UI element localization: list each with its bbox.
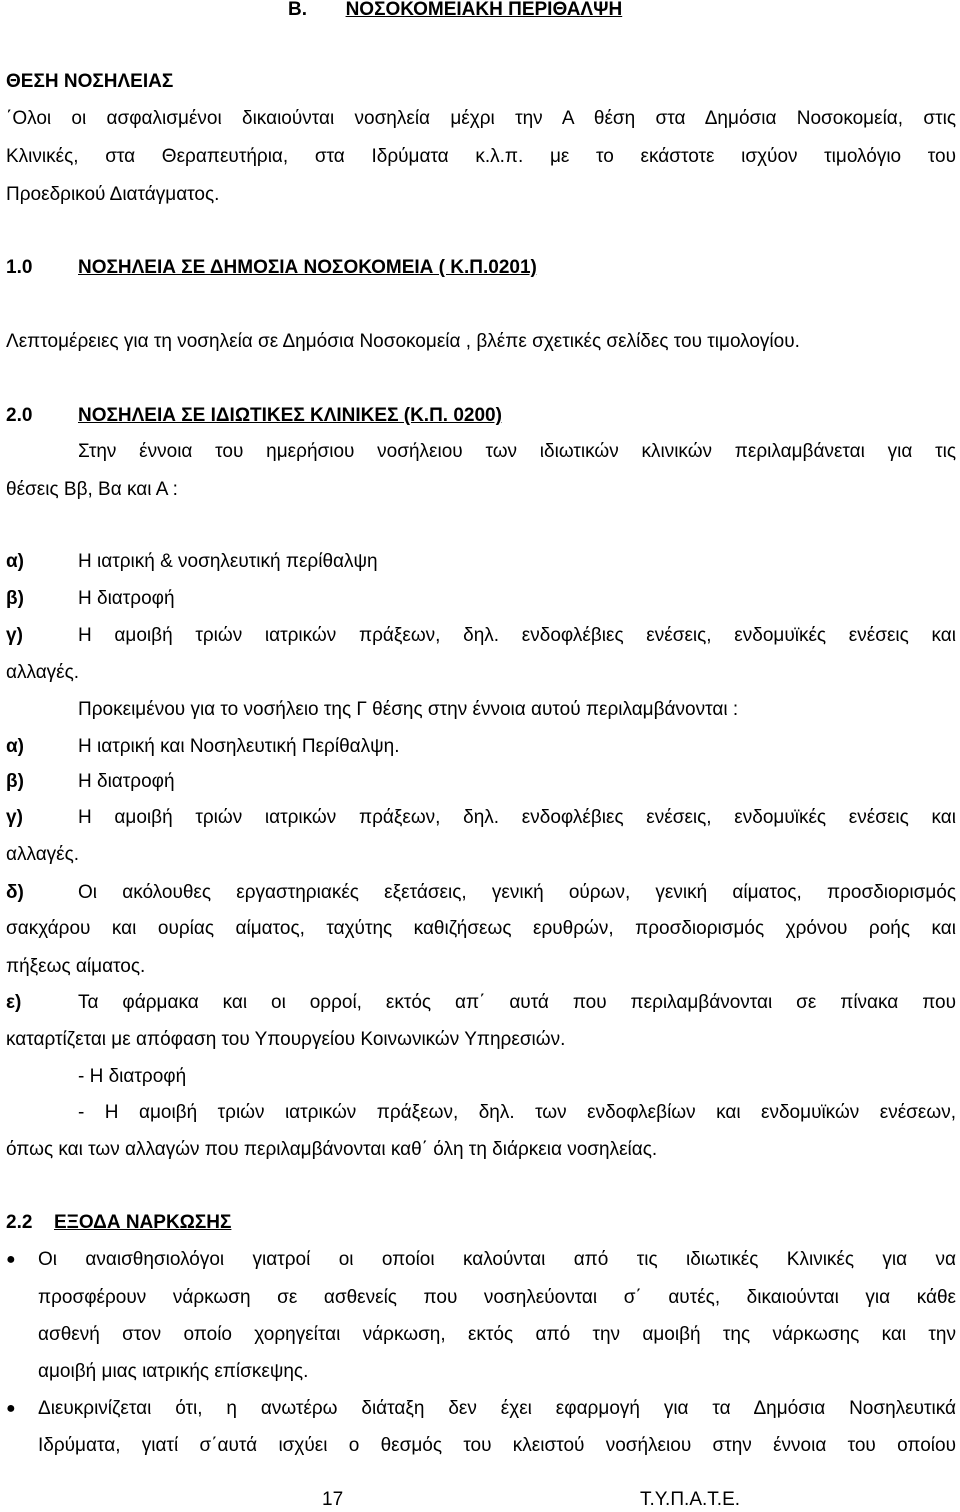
list-label: γ) xyxy=(6,625,23,646)
list-label: α) xyxy=(6,736,25,757)
bullet-continuation: Ιδρύματα, γιατί σ΄αυτά ισχύει ο θεσμός του κλειστού νοσήλειου στην έννοια του οποίου xyxy=(38,1435,956,1456)
section-1-heading xyxy=(6,256,956,280)
paragraph-line: Προκειμένου για το νοσήλειο της Γ θέσης στην έννοια αυτού περιλαμβάνονται : xyxy=(78,699,739,720)
bullet-icon: ● xyxy=(6,1251,16,1268)
list-continuation: καταρτίζεται με απόφαση του Υπουργείου Κοινωνικών Υπηρεσιών. xyxy=(6,1029,566,1050)
bullet-continuation: ασθενή στον οποίο χορηγείται νάρκωση, εκτός από την αμοιβή της νάρκωσης και την xyxy=(38,1324,956,1345)
header-title: ΝΟΣΟΚΟΜΕΙΑΚΗ ΠΕΡΙΘΑΛΨΗ xyxy=(345,0,623,20)
paragraph-line: Κλινικές, στα Θεραπευτήρια, στα Ιδρύματα κ.λ.π. με το εκάστοτε ισχύον τιμολόγιο του xyxy=(6,146,956,167)
list-label: δ) xyxy=(6,882,24,903)
list-text: Η ιατρική & νοσηλευτική περίθαλψη xyxy=(78,551,378,572)
bullet-icon: ● xyxy=(6,1400,16,1417)
list-text: Η αμοιβή τριών ιατρικών πράξεων, δηλ. ενδοφλέβιες ενέσεις, ενδομυϊκές ενέσεις και xyxy=(78,807,956,828)
header-letter: Β. xyxy=(288,0,307,20)
list-text: Η διατροφή xyxy=(78,771,175,792)
list-continuation: αλλαγές. xyxy=(6,844,80,865)
list-text: Η ιατρική και Νοσηλευτική Περίθαλψη. xyxy=(78,736,400,757)
list-text: Τα φάρμακα και οι ορροί, εκτός απ΄ αυτά που περιλαμβάνονται σε πίνακα που xyxy=(78,992,956,1013)
list-label: ε) xyxy=(6,992,22,1013)
list-text: Η διατροφή xyxy=(78,588,175,609)
section-number: 2.2 xyxy=(6,1212,33,1233)
section-title: ΝΟΣΗΛΕΙΑ ΣΕ ΔΗΜΟΣΙΑ ΝΟΣΟΚΟΜΕΙΑ ( Κ.Π.0201) xyxy=(78,257,537,278)
bullet-text: Διευκρινίζεται ότι, η ανωτέρω διάταξη δεν έχει εφαρμογή για τα Δημόσια Νοσηλευτικά xyxy=(38,1398,956,1419)
list-label: β) xyxy=(6,588,24,609)
list-continuation: σακχάρου και ουρίας αίματος, ταχύτης καθιζήσεως ερυθρών, προσδιορισμός χρόνου ροής και xyxy=(6,918,956,939)
dash-item: - Η αμοιβή τριών ιατρικών πράξεων, δηλ. των ενδοφλεβίων και ενδομυϊκών ενέσεων, xyxy=(78,1102,956,1123)
paragraph-line: ΄Ολοι οι ασφαλισμένοι δικαιούνται νοσηλεία μέχρι την Α θέση στα Δημόσια Νοσοκομεία, στις xyxy=(6,108,956,129)
section-title: ΕΞΟΔΑ ΝΑΡΚΩΣΗΣ xyxy=(54,1212,232,1233)
list-text: Η αμοιβή τριών ιατρικών πράξεων, δηλ. ενδοφλέβιες ενέσεις, ενδομυϊκές ενέσεις και xyxy=(78,625,956,646)
section-title: ΝΟΣΗΛΕΙΑ ΣΕ ΙΔΙΩΤΙΚΕΣ ΚΛΙΝΙΚΕΣ (Κ.Π. 0200) xyxy=(78,405,502,426)
list-label: β) xyxy=(6,771,24,792)
list-continuation: αλλαγές. xyxy=(6,662,80,683)
paragraph-line: θέσεις Ββ, Βα και Α : xyxy=(6,479,178,500)
paragraph-line: Προεδρικού Διατάγματος. xyxy=(6,184,220,205)
paragraph-line: Στην έννοια του ημερήσιου νοσήλειου των ιδιωτικών κλινικών περιλαμβάνεται για τις xyxy=(78,441,956,462)
bullet-text: Οι αναισθησιολόγοι γιατροί οι οποίοι καλούνται από τις ιδιωτικές Κλινικές για να xyxy=(38,1249,956,1270)
bullet-continuation: προσφέρουν νάρκωση σε ασθενείς που νοσηλεύονται σ΄ αυτές, δικαιούνται για κάθε xyxy=(38,1287,956,1308)
list-text: Οι ακόλουθες εργαστηριακές εξετάσεις, γενική ούρων, γενική αίματος, προσδιορισμός xyxy=(78,882,956,903)
paragraph-line: Λεπτομέρειες για τη νοσηλεία σε Δημόσια Νοσοκομεία , βλέπε σχετικές σελίδες του τιμολογίου. xyxy=(6,331,800,352)
section-heading-thesi: ΘΕΣΗ ΝΟΣΗΛΕΙΑΣ xyxy=(6,71,174,92)
section-2-heading xyxy=(6,404,956,428)
page-number: 17 xyxy=(322,1489,344,1510)
list-label: γ) xyxy=(6,807,23,828)
section-number: 2.0 xyxy=(6,405,33,426)
dash-item: - Η διατροφή xyxy=(78,1066,187,1087)
bullet-continuation: αμοιβή μιας ιατρικής επίσκεψης. xyxy=(38,1361,309,1382)
section-22-heading xyxy=(6,1211,956,1235)
section-number: 1.0 xyxy=(6,257,33,278)
footer-org: Τ.Υ.Π.Α.Τ.Ε. xyxy=(640,1489,741,1510)
list-continuation: πήξεως αίματος. xyxy=(6,956,146,977)
page-header xyxy=(288,0,888,22)
paragraph-line: όπως και των αλλαγών που περιλαμβάνονται καθ΄ όλη τη διάρκεια νοσηλείας. xyxy=(6,1139,658,1160)
list-label: α) xyxy=(6,551,25,572)
